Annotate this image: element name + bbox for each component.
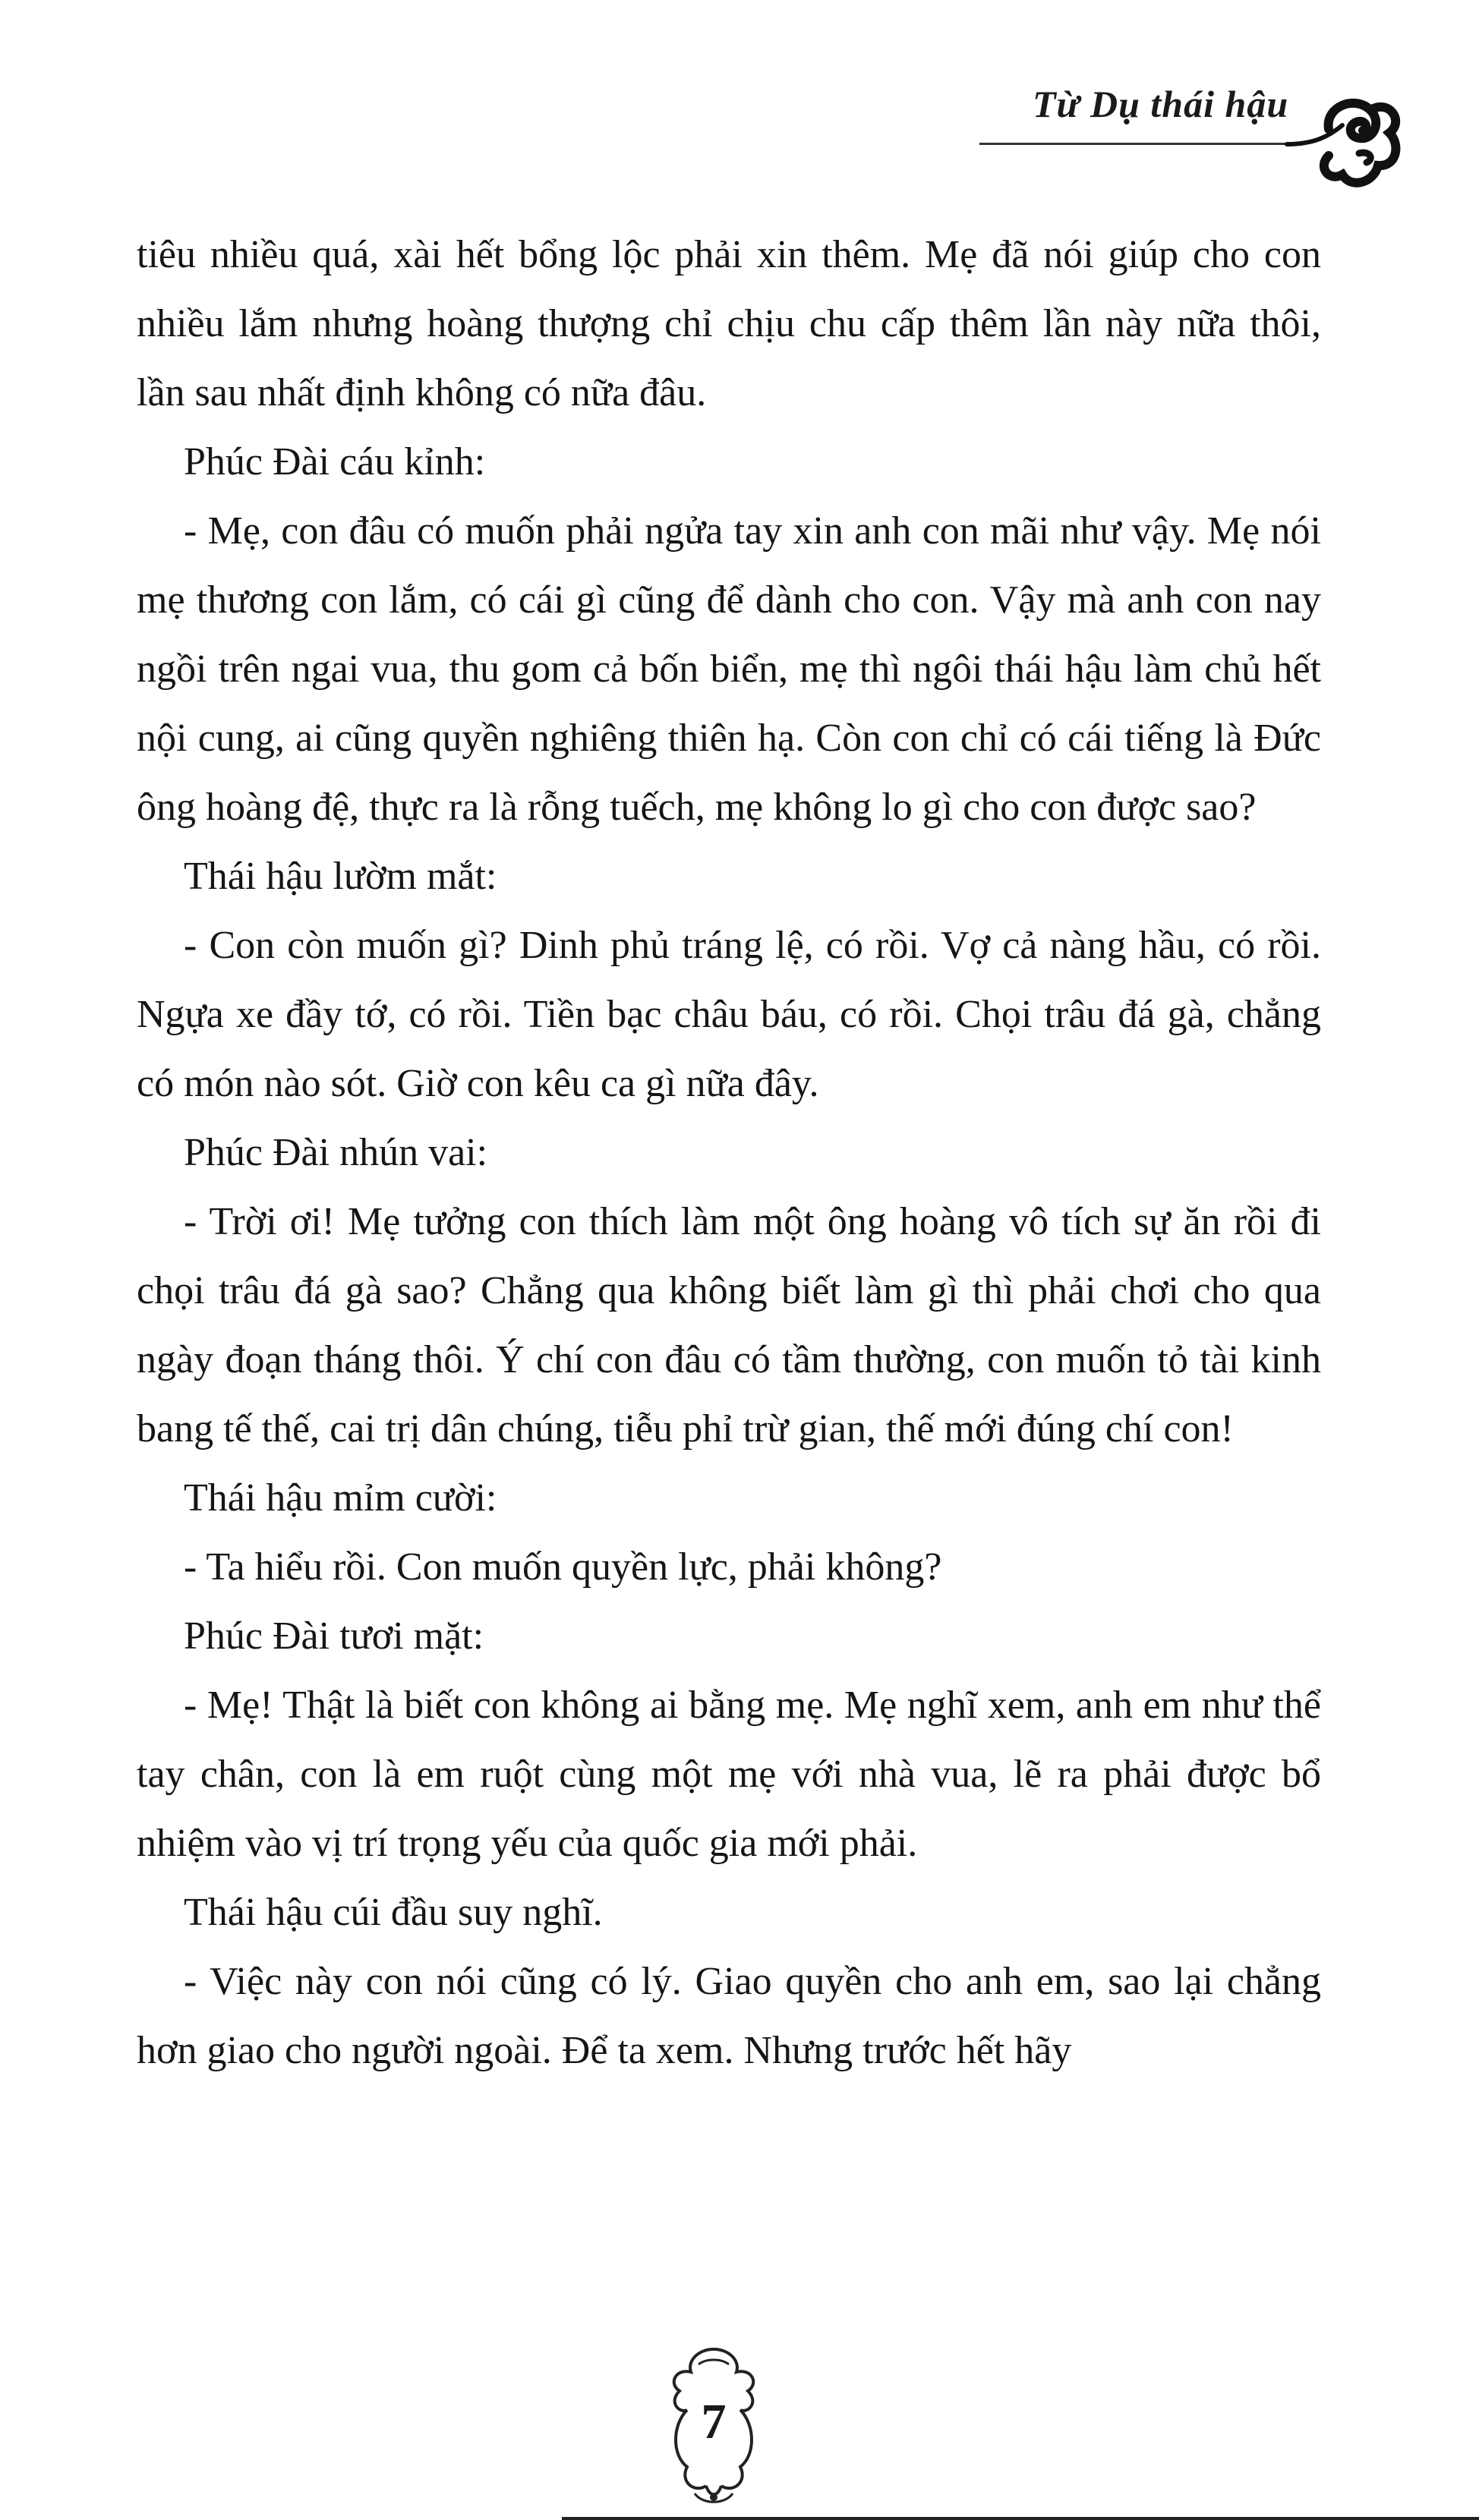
paragraph-continuation: tiêu nhiều quá, xài hết bổng lộc phải xin thêm. Mẹ đã nói giúp cho con nhiều lắm nhưng hoàng thượng chỉ chịu chu cấp thêm lần này nữa thôi, lần sau nhất định không có nữa đâu. xyxy=(137,233,1321,414)
paragraph-dialogue: - Ta hiểu rồi. Con muốn quyền lực, phải không? xyxy=(184,1545,942,1589)
running-title: Từ Dụ thái hậu xyxy=(1033,83,1289,125)
paragraph-narration: Phúc Đài tươi mặt: xyxy=(184,1614,484,1658)
paragraph-narration: Phúc Đài cáu kỉnh: xyxy=(184,440,486,484)
paragraph-dialogue: - Việc này con nói cũng có lý. Giao quyền cho anh em, sao lại chẳng hơn giao cho người ngoài. Để ta xem. Nhưng trước hết hãy xyxy=(137,1960,1321,2072)
paragraph-narration: Thái hậu cúi đầu suy nghĩ. xyxy=(184,1891,603,1934)
bottom-edge-line xyxy=(562,2517,1479,2520)
page-number: 7 xyxy=(701,2394,727,2449)
header-divider xyxy=(979,143,1298,145)
paragraph-dialogue: - Mẹ, con đâu có muốn phải ngửa tay xin anh con mãi như vậy. Mẹ nói mẹ thương con lắm, có cái gì cũng để dành cho con. Vậy mà anh con nay ngồi trên ngai vua, thu gom cả bốn biển, mẹ thì ngôi thái hậu làm chủ hết nội cung, ai cũng quyền nghiêng thiên hạ. Còn con chỉ có cái tiếng là Đức ông hoàng đệ, thực ra là rỗng tuếch, mẹ không lo gì cho con được sao? xyxy=(137,509,1321,829)
page-footer xyxy=(653,2342,774,2512)
running-header xyxy=(979,76,1405,213)
paragraph-narration: Thái hậu lườm mắt: xyxy=(184,855,497,898)
paragraph-dialogue: - Con còn muốn gì? Dinh phủ tráng lệ, có rồi. Vợ cả nàng hầu, có rồi. Ngựa xe đầy tớ, có rồi. Tiền bạc châu báu, có rồi. Chọi trâu đá gà, chẳng có món nào sót. Giờ con kêu ca gì nữa đây. xyxy=(137,924,1321,1105)
paragraph-dialogue: - Trời ơi! Mẹ tưởng con thích làm một ông hoàng vô tích sự ăn rồi đi chọi trâu đá gà sao? Chẳng qua không biết làm gì thì phải chơi cho qua ngày đoạn tháng thôi. Ý chí con đâu có tầm thường, con muốn tỏ tài kinh bang tế thế, cai trị dân chúng, tiễu phỉ trừ gian, thế mới đúng chí con! xyxy=(137,1200,1321,1451)
paragraph-narration: Thái hậu mỉm cười: xyxy=(184,1476,497,1520)
chapter-text xyxy=(137,220,1321,2085)
paragraph-dialogue: - Mẹ! Thật là biết con không ai bằng mẹ. Mẹ nghĩ xem, anh em như thể tay chân, con là em ruột cùng một mẹ với nhà vua, lẽ ra phải được bổ nhiệm vào vị trí trọng yếu của quốc gia mới phải. xyxy=(137,1684,1321,1865)
paragraph-narration: Phúc Đài nhún vai: xyxy=(184,1131,488,1174)
cloud-scroll-icon xyxy=(1283,83,1405,205)
